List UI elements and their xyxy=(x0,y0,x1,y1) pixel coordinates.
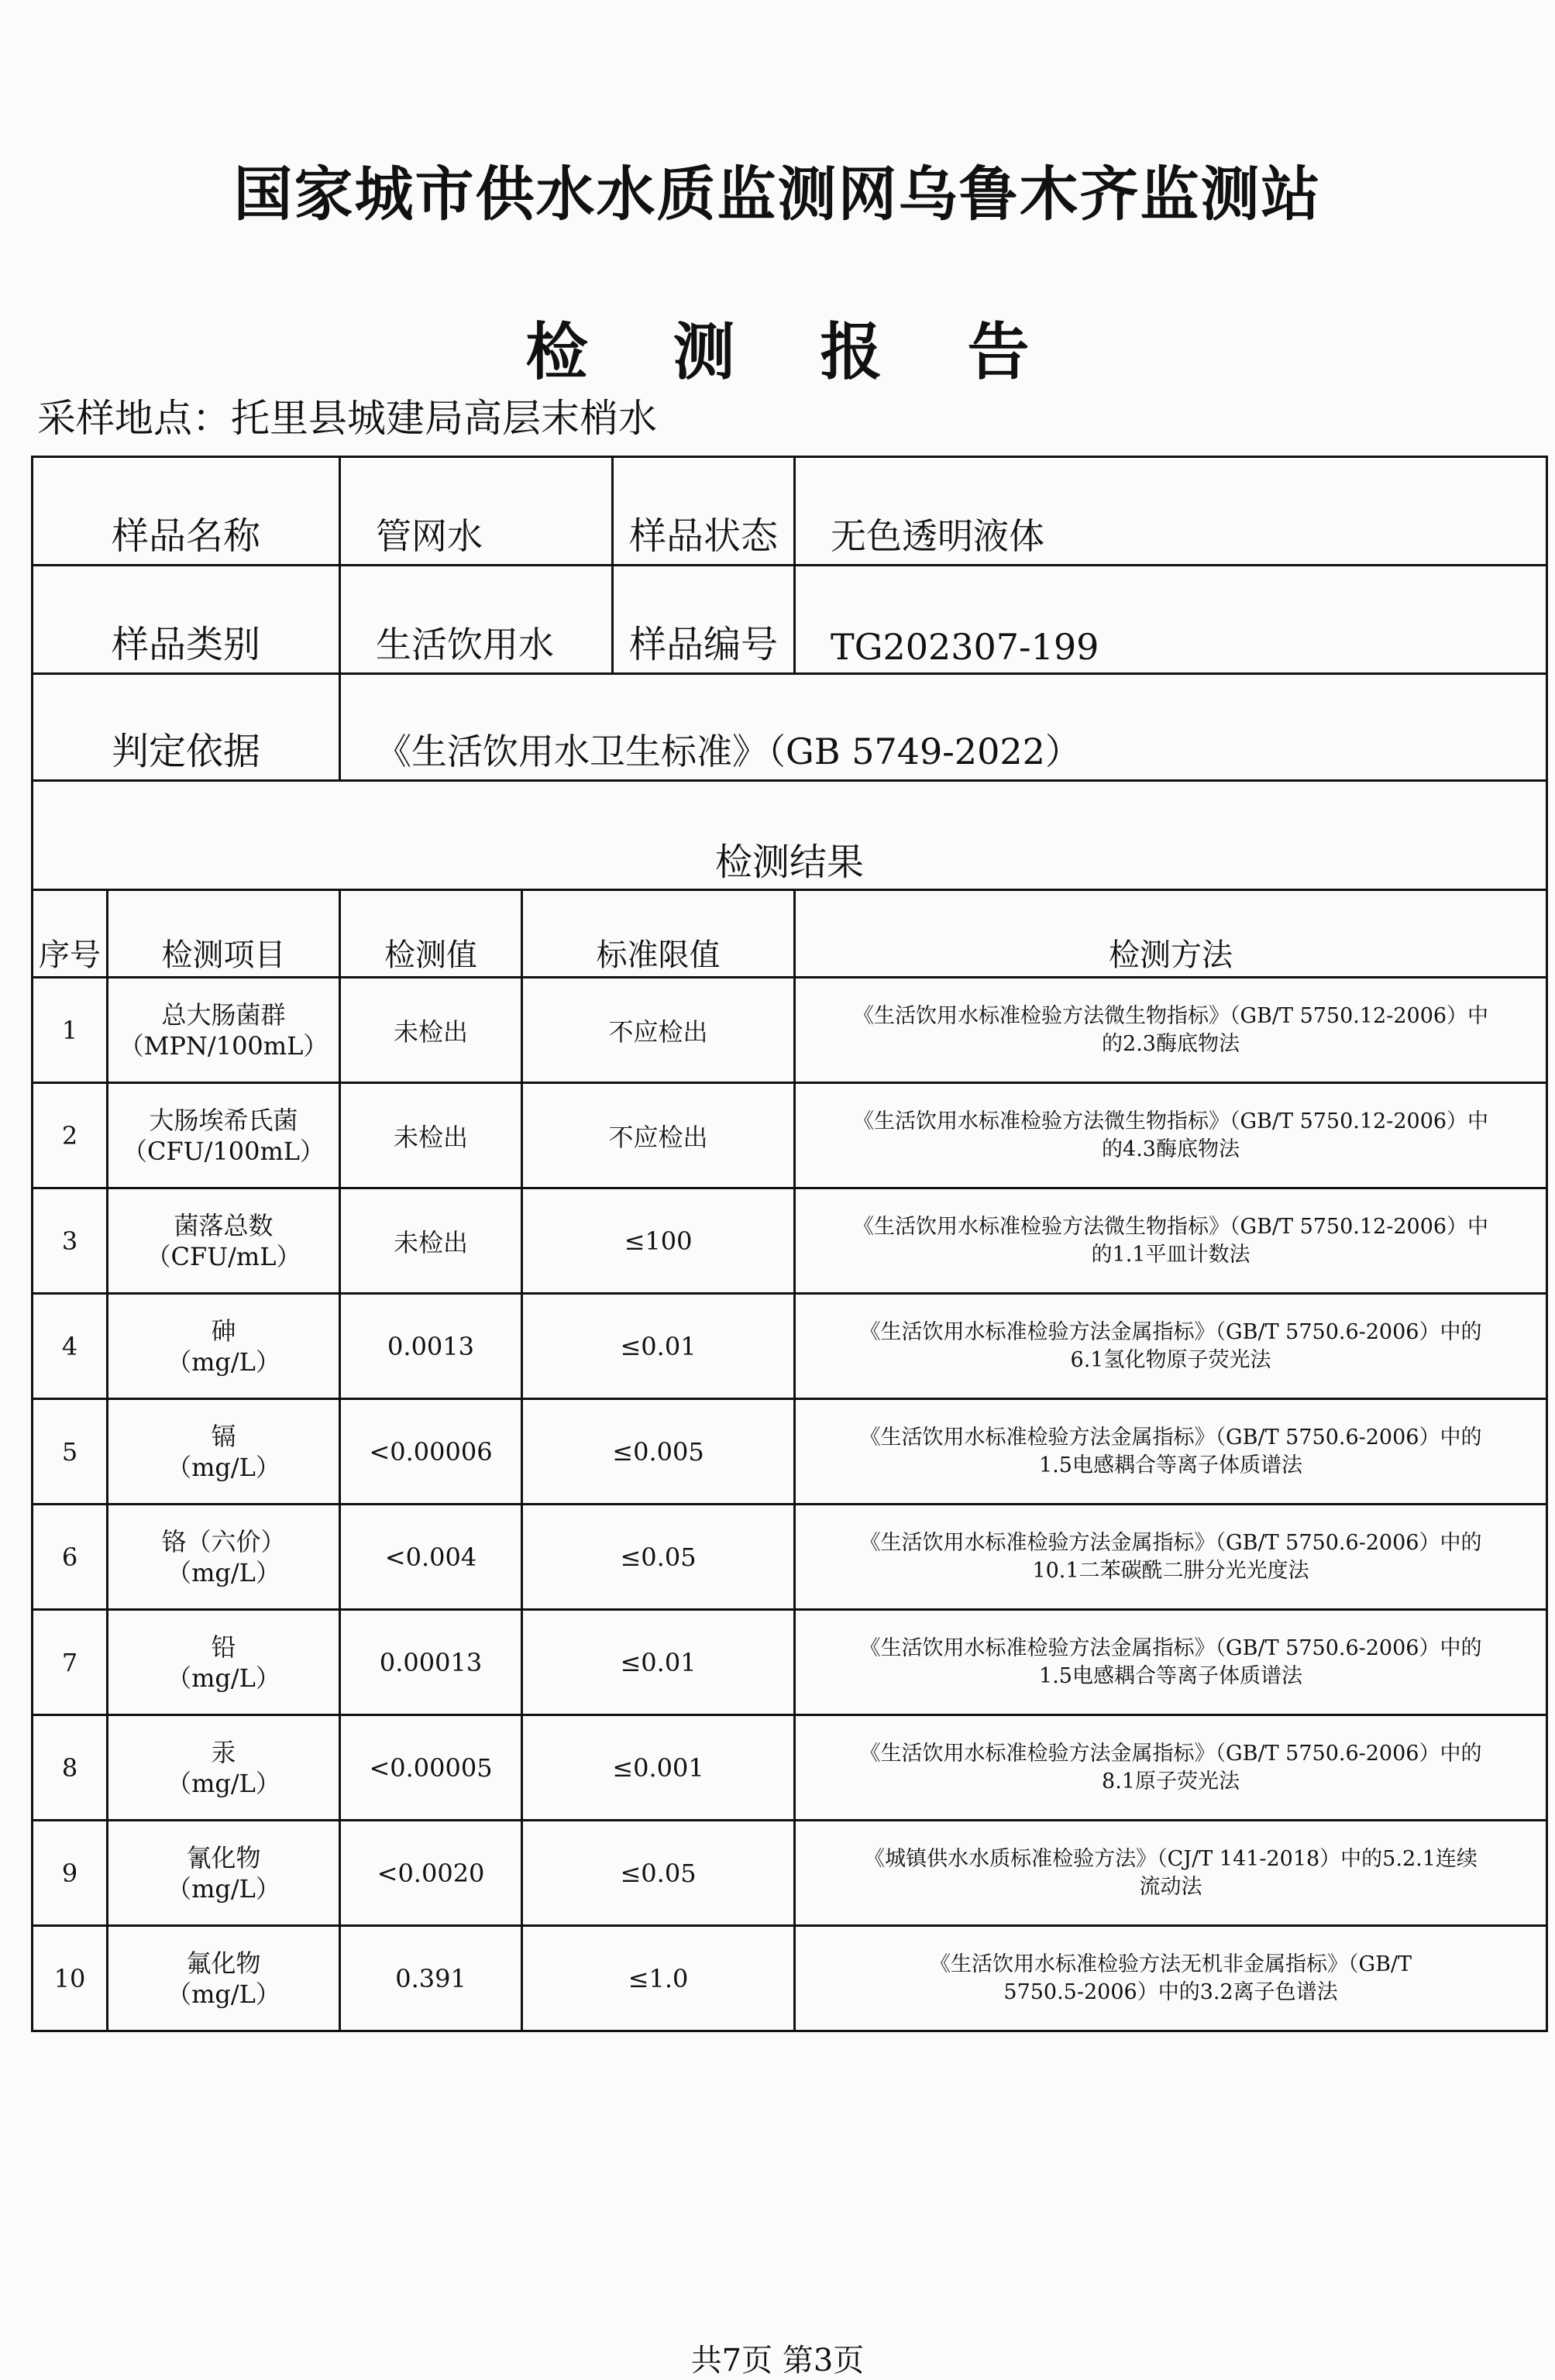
test-method xyxy=(795,1926,1547,2031)
test-method xyxy=(795,1505,1547,1610)
standard-limit: ≤1.0 xyxy=(522,1926,795,2031)
sample-info-row-1 xyxy=(33,457,1547,566)
sample-number-label: 样品编号 xyxy=(613,566,795,674)
test-item xyxy=(108,978,340,1083)
location-label: 采样地点： xyxy=(37,396,231,441)
item-unit: （mg/L） xyxy=(167,1873,280,1904)
sampling-location xyxy=(37,387,657,443)
results-section-row xyxy=(33,781,1547,890)
test-method xyxy=(795,1821,1547,1926)
item-name: 铅 xyxy=(211,1632,236,1662)
results-section-title: 检测结果 xyxy=(33,781,1547,890)
standard-limit: ≤0.005 xyxy=(522,1399,795,1505)
method-line-1: 《生活饮用水标准检验方法金属指标》（GB/T 5750.6-2006）中的 xyxy=(859,1530,1482,1555)
item-name: 大肠埃希氏菌 xyxy=(149,1105,298,1135)
row-number: 3 xyxy=(33,1188,108,1294)
method-line-1: 《城镇供水水质标准检验方法》（CJ/T 141-2018）中的5.2.1连续 xyxy=(864,1846,1478,1871)
test-method xyxy=(795,978,1547,1083)
method-line-2: 的2.3酶底物法 xyxy=(1102,1031,1240,1056)
item-unit: （mg/L） xyxy=(167,1979,280,2009)
method-line-2: 5750.5-2006）中的3.2离子色谱法 xyxy=(1003,1979,1338,2004)
method-line-1: 《生活饮用水标准检验方法微生物指标》（GB/T 5750.12-2006）中 xyxy=(852,1003,1489,1028)
test-value: 未检出 xyxy=(340,1188,522,1294)
column-header-no: 序号 xyxy=(33,890,108,978)
method-line-2: 6.1氢化物原子荧光法 xyxy=(1070,1347,1271,1372)
test-item xyxy=(108,1715,340,1821)
item-unit: （MPN/100mL） xyxy=(119,1030,329,1061)
test-value: 0.00013 xyxy=(340,1610,522,1715)
table-row xyxy=(33,1188,1547,1294)
test-value: 未检出 xyxy=(340,978,522,1083)
method-line-2: 流动法 xyxy=(1139,1874,1202,1899)
item-name: 镉 xyxy=(211,1421,236,1451)
item-unit: （mg/L） xyxy=(167,1663,280,1693)
item-name: 汞 xyxy=(211,1737,236,1767)
table-row xyxy=(33,1399,1547,1505)
table-row xyxy=(33,1821,1547,1926)
method-line-1: 《生活饮用水标准检验方法微生物指标》（GB/T 5750.12-2006）中 xyxy=(852,1214,1489,1239)
test-method xyxy=(795,1610,1547,1715)
test-value: <0.004 xyxy=(340,1505,522,1610)
test-value: 0.391 xyxy=(340,1926,522,2031)
row-number: 10 xyxy=(33,1926,108,2031)
test-value: 未检出 xyxy=(340,1083,522,1188)
column-header-limit: 标准限值 xyxy=(522,890,795,978)
test-method xyxy=(795,1294,1547,1399)
sample-info-row-2 xyxy=(33,566,1547,674)
row-number: 7 xyxy=(33,1610,108,1715)
method-line-1: 《生活饮用水标准检验方法金属指标》（GB/T 5750.6-2006）中的 xyxy=(859,1635,1482,1660)
method-line-2: 8.1原子荧光法 xyxy=(1102,1769,1240,1794)
standard-limit: ≤0.05 xyxy=(522,1821,795,1926)
sample-category-label: 样品类别 xyxy=(33,566,340,674)
item-name: 铬（六价） xyxy=(161,1526,286,1556)
table-row xyxy=(33,1294,1547,1399)
table-row xyxy=(33,1715,1547,1821)
sample-category-value: 生活饮用水 xyxy=(340,566,613,674)
test-value: <0.00005 xyxy=(340,1715,522,1821)
judgment-basis-row xyxy=(33,674,1547,781)
column-header-item: 检测项目 xyxy=(108,890,340,978)
test-item xyxy=(108,1505,340,1610)
results-header-row xyxy=(33,890,1547,978)
test-item xyxy=(108,1083,340,1188)
method-line-2: 的1.1平皿计数法 xyxy=(1091,1242,1251,1267)
table-row xyxy=(33,1083,1547,1188)
method-line-1: 《生活饮用水标准检验方法金属指标》（GB/T 5750.6-2006）中的 xyxy=(859,1741,1482,1766)
column-header-method: 检测方法 xyxy=(795,890,1547,978)
sample-state-label: 样品状态 xyxy=(613,457,795,566)
item-unit: （CFU/mL） xyxy=(146,1241,301,1271)
location-value: 托里县城建局高层末梢水 xyxy=(231,396,657,441)
item-name: 砷 xyxy=(211,1316,236,1346)
item-unit: （mg/L） xyxy=(167,1768,280,1798)
item-name: 总大肠菌群 xyxy=(161,999,286,1030)
item-name: 菌落总数 xyxy=(174,1210,274,1240)
test-method xyxy=(795,1715,1547,1821)
method-line-1: 《生活饮用水标准检验方法微生物指标》（GB/T 5750.12-2006）中 xyxy=(852,1109,1489,1133)
standard-limit: ≤0.01 xyxy=(522,1610,795,1715)
standard-limit: ≤0.01 xyxy=(522,1294,795,1399)
sample-state-value: 无色透明液体 xyxy=(795,457,1547,566)
method-line-2: 1.5电感耦合等离子体质谱法 xyxy=(1039,1453,1302,1477)
test-value: <0.0020 xyxy=(340,1821,522,1926)
test-value: 0.0013 xyxy=(340,1294,522,1399)
test-item xyxy=(108,1821,340,1926)
test-item xyxy=(108,1399,340,1505)
judgment-basis-label: 判定依据 xyxy=(33,674,340,781)
table-row xyxy=(33,1610,1547,1715)
item-unit: （mg/L） xyxy=(167,1452,280,1482)
report-table xyxy=(31,456,1548,2032)
test-item xyxy=(108,1926,340,2031)
item-unit: （CFU/100mL） xyxy=(122,1136,325,1166)
standard-limit: 不应检出 xyxy=(522,978,795,1083)
test-method xyxy=(795,1083,1547,1188)
method-line-2: 10.1二苯碳酰二肼分光光度法 xyxy=(1032,1558,1309,1583)
row-number: 6 xyxy=(33,1505,108,1610)
column-header-value: 检测值 xyxy=(340,890,522,978)
test-item xyxy=(108,1610,340,1715)
table-row xyxy=(33,1505,1547,1610)
sample-number-value: TG202307-199 xyxy=(795,566,1547,674)
row-number: 8 xyxy=(33,1715,108,1821)
method-line-1: 《生活饮用水标准检验方法无机非金属指标》（GB/T xyxy=(930,1952,1412,1976)
standard-limit: 不应检出 xyxy=(522,1083,795,1188)
item-name: 氟化物 xyxy=(186,1948,261,1978)
page-footer: 共7页 第3页 xyxy=(690,2343,865,2378)
test-value: <0.00006 xyxy=(340,1399,522,1505)
row-number: 4 xyxy=(33,1294,108,1399)
organization-title: 国家城市供水水质监测网乌鲁木齐监测站 xyxy=(233,160,1322,229)
table-row xyxy=(33,978,1547,1083)
report-title: 检测报告 xyxy=(525,315,1115,388)
row-number: 1 xyxy=(33,978,108,1083)
standard-limit: ≤0.05 xyxy=(522,1505,795,1610)
sample-name-value: 管网水 xyxy=(340,457,613,566)
item-unit: （mg/L） xyxy=(167,1346,280,1377)
test-item xyxy=(108,1188,340,1294)
table-row xyxy=(33,1926,1547,2031)
test-method xyxy=(795,1188,1547,1294)
method-line-2: 1.5电感耦合等离子体质谱法 xyxy=(1039,1663,1302,1688)
judgment-basis-value: 《生活饮用水卫生标准》（GB 5749-2022） xyxy=(340,674,1547,781)
test-item xyxy=(108,1294,340,1399)
standard-limit: ≤100 xyxy=(522,1188,795,1294)
method-line-2: 的4.3酶底物法 xyxy=(1102,1137,1240,1161)
sample-name-label: 样品名称 xyxy=(33,457,340,566)
method-line-1: 《生活饮用水标准检验方法金属指标》（GB/T 5750.6-2006）中的 xyxy=(859,1425,1482,1450)
test-method xyxy=(795,1399,1547,1505)
item-unit: （mg/L） xyxy=(167,1557,280,1587)
row-number: 9 xyxy=(33,1821,108,1926)
item-name: 氰化物 xyxy=(186,1842,261,1873)
row-number: 2 xyxy=(33,1083,108,1188)
method-line-1: 《生活饮用水标准检验方法金属指标》（GB/T 5750.6-2006）中的 xyxy=(859,1319,1482,1344)
standard-limit: ≤0.001 xyxy=(522,1715,795,1821)
row-number: 5 xyxy=(33,1399,108,1505)
